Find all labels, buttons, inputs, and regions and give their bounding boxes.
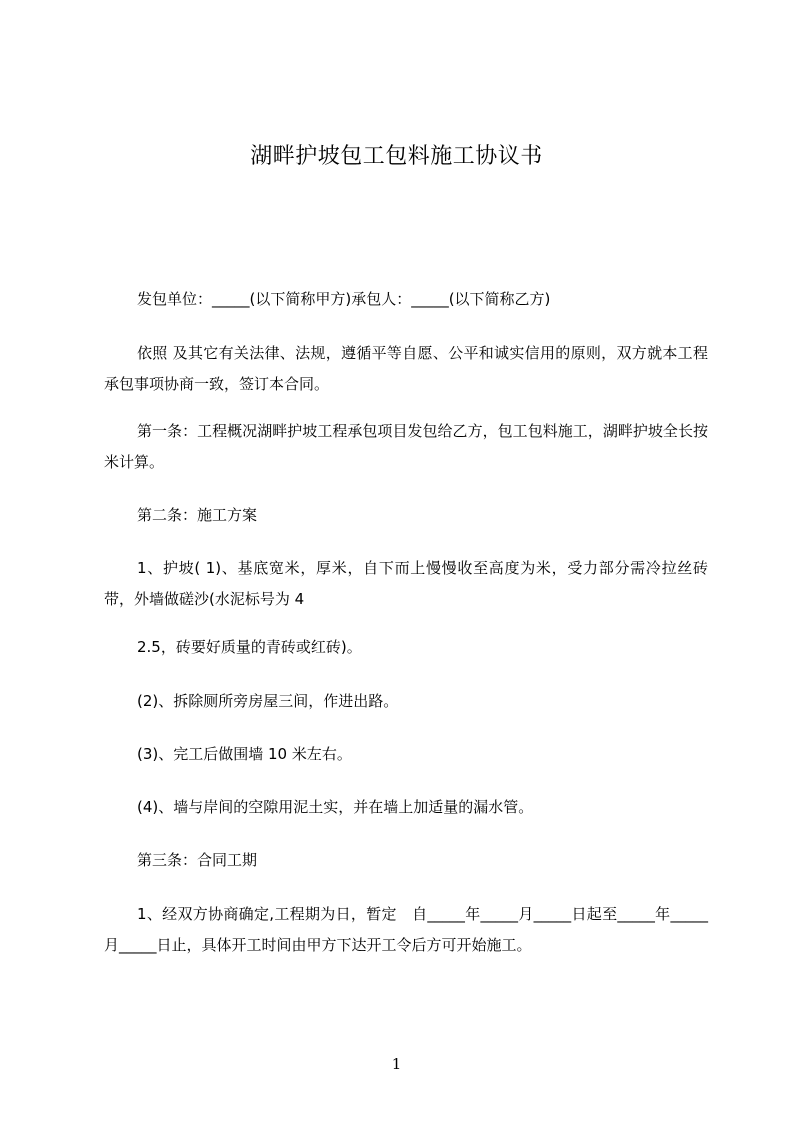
paragraph-schedule: 1、经双方协商确定,工程期为日，暂定 自_____年_____月_____日起至_____年_____月_____日止，具体开工时间由甲方下达开工令后方可开始施工。 (104, 905, 708, 954)
paragraph-preamble: 依照 及其它有关法律、法规，遵循平等自愿、公平和诚实信用的原则，双方就本工程承包事项协商一致，签订本合同。 (104, 344, 708, 393)
paragraph-item-3: (3)、完工后做围墙 10 米左右。 (137, 745, 352, 763)
paragraph-article-1: 第一条：工程概况湖畔护坡工程承包项目发包给乙方，包工包料施工，湖畔护坡全长按米计算。 (104, 422, 708, 471)
paragraph-item-4: (4)、墙与岸间的空隙用泥土实，并在墙上加适量的漏水管。 (137, 798, 534, 816)
page-number: 1 (391, 1055, 402, 1073)
paragraph-item-2: (2)、拆除厕所旁房屋三间，作进出路。 (137, 692, 399, 710)
paragraph-parties: 发包单位：_____(以下简称甲方)承包人：_____(以下简称乙方) (137, 290, 551, 308)
document-title: 湖畔护坡包工包料施工协议书 (250, 144, 543, 169)
paragraph-article-2-heading: 第二条：施工方案 (137, 506, 258, 524)
paragraph-article-3-heading: 第三条：合同工期 (137, 851, 258, 869)
paragraph-brick-quality: 2.5，砖要好质量的青砖或红砖)。 (137, 638, 362, 656)
paragraph-slope-spec: 1、护坡( 1)、基底宽米，厚米，自下而上慢慢收至高度为米，受力部分需冷拉丝砖带，外墙做磋沙(水泥标号为 4 (104, 559, 708, 608)
